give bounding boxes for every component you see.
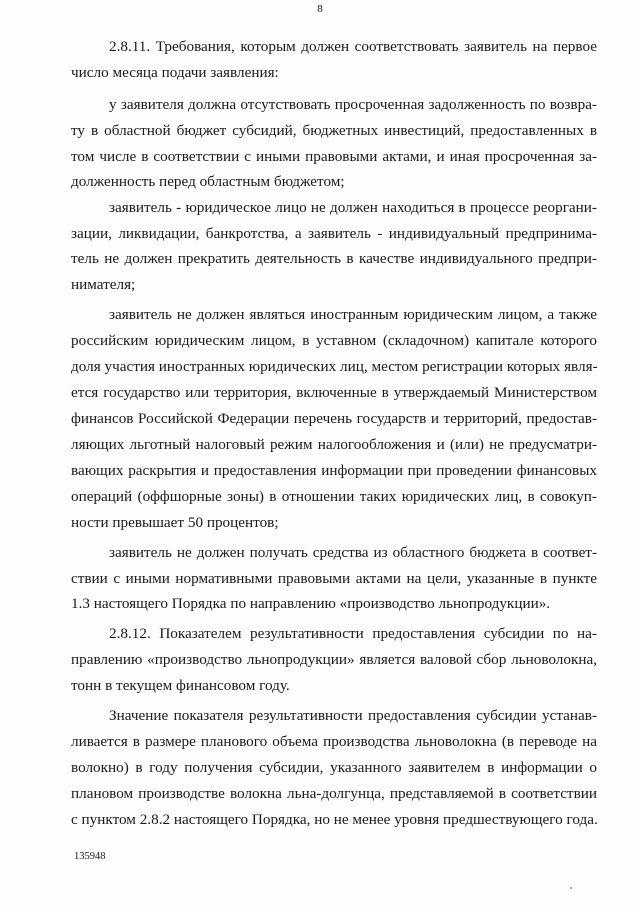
text-line: том числе в соответствии с иными правовыми актами, и иная просроченная за-: [71, 148, 597, 165]
page-number: 8: [317, 3, 323, 15]
text-line: доля участия иностранных юридических лиц, местом регистрации которых явля-: [71, 358, 598, 375]
text-line: ляющих льготный налоговый режим налогообложения и (или) не предусматри-: [71, 436, 597, 453]
text-line: 2.8.12. Показателем результативности предоставления субсидии по на-: [109, 625, 597, 642]
text-line: плановом производстве волокна льна-долгунца, представляемой в соответствии: [71, 785, 597, 802]
text-line: зации, ликвидации, банкротства, а заявитель - индивидуальный предпринима-: [71, 225, 597, 242]
text-line: у заявителя должна отсутствовать просроченная задолженность по возвра-: [109, 96, 597, 113]
text-line: тель не должен прекратить деятельность в качестве индивидуального предпри-: [71, 250, 597, 267]
text-line: заявитель не должен получать средства из областного бюджета в соответ-: [109, 544, 597, 561]
text-line: российским юридическим лицом, в уставном (складочном) капитале которого: [71, 332, 597, 349]
text-line: ствии с иными нормативными правовыми актами на цели, указанные в пункте: [71, 570, 597, 587]
document-id: 135948: [74, 851, 106, 862]
text-line: правлению «производство льнопродукции» является валовой сбор льноволокна,: [71, 651, 597, 668]
text-line: 2.8.11. Требования, которым должен соответствовать заявитель на первое: [109, 38, 597, 55]
text-line: ту в областной бюджет субсидий, бюджетных инвестиций, предоставленных в: [71, 122, 597, 139]
text-line: заявитель - юридическое лицо не должен находиться в процессе реоргани-: [109, 199, 597, 216]
text-line: ливается в размере планового объема производства льноволокна (в переводе на: [71, 733, 597, 750]
text-line: вающих раскрытия и предоставления информации при проведении финансовых: [71, 462, 597, 479]
text-line: с пунктом 2.8.2 настоящего Порядка, но не менее уровня предшествующего года.: [71, 811, 598, 828]
text-line: ности превышает 50 процентов;: [71, 514, 279, 531]
text-line: число месяца подачи заявления:: [71, 64, 279, 81]
scan-speck: [570, 887, 572, 889]
text-line: нимателя;: [71, 276, 136, 293]
text-line: тонн в текущем финансовом году.: [71, 677, 290, 694]
text-line: заявитель не должен являться иностранным юридическим лицом, а также: [109, 306, 597, 323]
text-line: финансов Российской Федерации перечень государств и территорий, предостав-: [71, 410, 597, 427]
text-line: Значение показателя результативности предоставления субсидии устанав-: [109, 707, 597, 724]
text-line: 1.3 настоящего Порядка по направлению «производство льнопродукции».: [71, 595, 551, 612]
text-line: долженность перед областным бюджетом;: [71, 173, 345, 190]
text-line: операций (оффшорные зоны) в отношении таких юридических лиц, в совокуп-: [71, 488, 597, 505]
text-line: волокно) в году получения субсидии, указанного заявителем в информации о: [71, 759, 597, 776]
text-line: ется государство или территория, включенные в утверждаемый Министерством: [71, 384, 597, 401]
